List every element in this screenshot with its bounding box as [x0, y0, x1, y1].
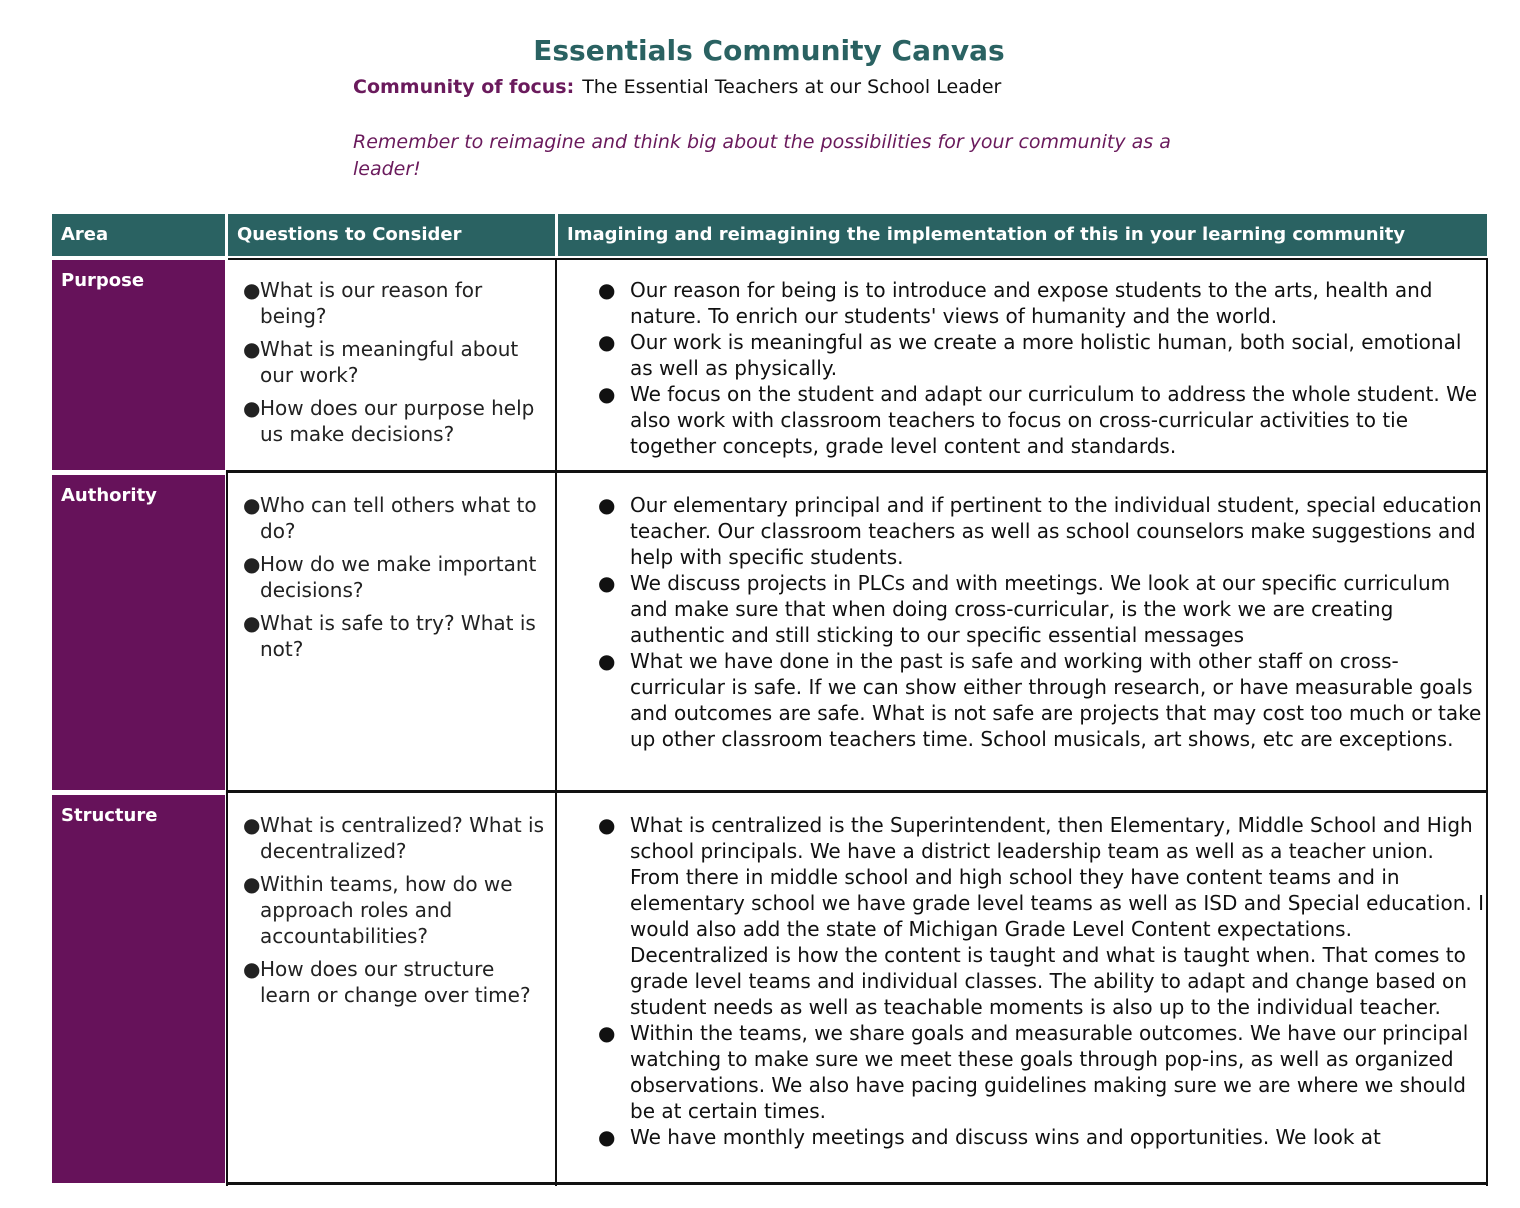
question-text: How does our structure learn or change over time? [260, 957, 531, 1007]
list-item [594, 1020, 1484, 1124]
question-text: How do we make important decisions? [260, 552, 537, 602]
bullet-icon: ● [243, 872, 261, 896]
bullet-icon: ● [598, 1125, 616, 1149]
question-text: Within teams, how do we approach roles and accountabilities? [260, 872, 513, 948]
list-item [594, 812, 1484, 1020]
bullet-icon: ● [243, 337, 261, 361]
list-item [594, 381, 1484, 459]
table-divider [226, 470, 1488, 473]
answer-text: Our elementary principal and if pertinent to the individual student, special education teacher. Our classroom teachers as well as school counselors make suggestions and help with specific students. [630, 493, 1482, 569]
question-text: What is centralized? What is decentralized? [260, 813, 545, 863]
list-item [594, 277, 1484, 329]
bullet-icon: ● [243, 396, 261, 420]
bullet-icon: ● [598, 330, 616, 354]
list-item [594, 329, 1484, 381]
list-item [240, 277, 548, 329]
bullet-icon: ● [243, 278, 261, 302]
bullet-icon: ● [598, 278, 616, 302]
list-item [594, 648, 1484, 752]
column-header-questions: Questions to Consider [228, 214, 555, 256]
answer-text: What is centralized is the Superintendent, then Elementary, Middle School and High school principals. We have a district leadership team as well as a teacher union. From there in middle school and high school they have content teams and in elementary school we have grade level teams as well as ISD and Special education. I would also add the state of Michigan Grade Level Content expectations. Decentralized is how the content is taught and what is taught when. That comes to grade level teams and individual classes. The ability to adapt and change based on student needs as well as teachable moments is also up to the individual teacher. [630, 813, 1484, 1019]
bullet-icon: ● [598, 493, 616, 517]
table-divider [226, 470, 228, 790]
bullet-icon: ● [243, 493, 261, 517]
list-item [240, 336, 548, 388]
answer-text: We discuss projects in PLCs and with meetings. We look at our specific curriculum and make sure that when doing cross-curricular, is the work we are creating authentic and still sticking to our specific essential messages [630, 571, 1451, 647]
answer-text: We have monthly meetings and discuss wins and opportunities. We look at [630, 1125, 1381, 1149]
bullet-icon: ● [598, 813, 616, 837]
list-item [240, 871, 548, 949]
list-item [240, 812, 548, 864]
table-divider [228, 258, 1488, 260]
questions-list-structure [240, 812, 548, 1015]
reminder-note: Remember to reimagine and think big about the possibilities for your community as a leader! [353, 131, 1171, 180]
community-focus-label: Community of focus: [353, 76, 575, 98]
column-header-area: Area [52, 214, 225, 256]
bullet-icon: ● [243, 611, 261, 635]
table-divider [555, 258, 557, 1186]
area-cell-authority: Authority [52, 475, 225, 790]
table-divider [226, 790, 228, 1186]
list-item [240, 551, 548, 603]
bullet-icon: ● [598, 571, 616, 595]
bullet-icon: ● [243, 957, 261, 981]
answer-text: What we have done in the past is safe and working with other staff on cross-curricular is safe. If we can show either through research, or have measurable goals and outcomes are safe. What is not safe are projects that may cost too much or take up other classroom teachers time. School musicals, art shows, etc are exceptions. [630, 649, 1482, 751]
questions-list-purpose [240, 277, 548, 454]
list-item [240, 956, 548, 1008]
bullet-icon: ● [243, 552, 261, 576]
bullet-icon: ● [598, 1021, 616, 1045]
list-item [594, 492, 1484, 570]
list-item [594, 570, 1484, 648]
question-text: What is meaningful about our work? [260, 337, 519, 387]
bullet-icon: ● [598, 649, 616, 673]
answer-text: Our reason for being is to introduce and expose students to the arts, health and nature. To enrich our students' views of humanity and the world. [630, 278, 1433, 328]
list-item [240, 610, 548, 662]
answers-list-authority [594, 492, 1484, 752]
question-text: What is safe to try? What is not? [260, 611, 536, 661]
community-focus-value: The Essential Teachers at our School Leader [582, 76, 1002, 98]
answer-text: Within the teams, we share goals and measurable outcomes. We have our principal watching to make sure we meet these goals through pop-ins, as well as organized observations. We also have pacing guidelines making sure we are where we should be at certain times. [630, 1021, 1469, 1123]
questions-list-authority [240, 492, 548, 669]
document-title: Essentials Community Canvas [533, 34, 1005, 67]
answer-text: We focus on the student and adapt our curriculum to address the whole student. We also work with classroom teachers to focus on cross-curricular activities to tie together concepts, grade level content and standards. [630, 382, 1478, 458]
community-focus [353, 76, 1001, 98]
table-divider [226, 790, 1488, 793]
list-item [594, 1124, 1484, 1150]
bullet-icon: ● [243, 813, 261, 837]
area-cell-structure: Structure [52, 795, 225, 1183]
bullet-icon: ● [598, 382, 616, 406]
answers-list-purpose [594, 277, 1484, 459]
answers-clip-structure [560, 800, 1485, 1180]
area-cell-purpose: Purpose [52, 260, 225, 470]
question-text: How does our purpose help us make decisions? [260, 396, 535, 446]
list-item [240, 395, 548, 447]
table-divider [226, 1182, 1488, 1185]
answers-list-structure [594, 812, 1484, 1150]
column-header-implementation: Imagining and reimagining the implementation of this in your learning community [558, 214, 1487, 256]
answer-text: Our work is meaningful as we create a more holistic human, both social, emotional as well as physically. [630, 330, 1462, 380]
question-text: What is our reason for being? [260, 278, 483, 328]
question-text: Who can tell others what to do? [260, 493, 537, 543]
list-item [240, 492, 548, 544]
table-divider [1486, 258, 1488, 1186]
